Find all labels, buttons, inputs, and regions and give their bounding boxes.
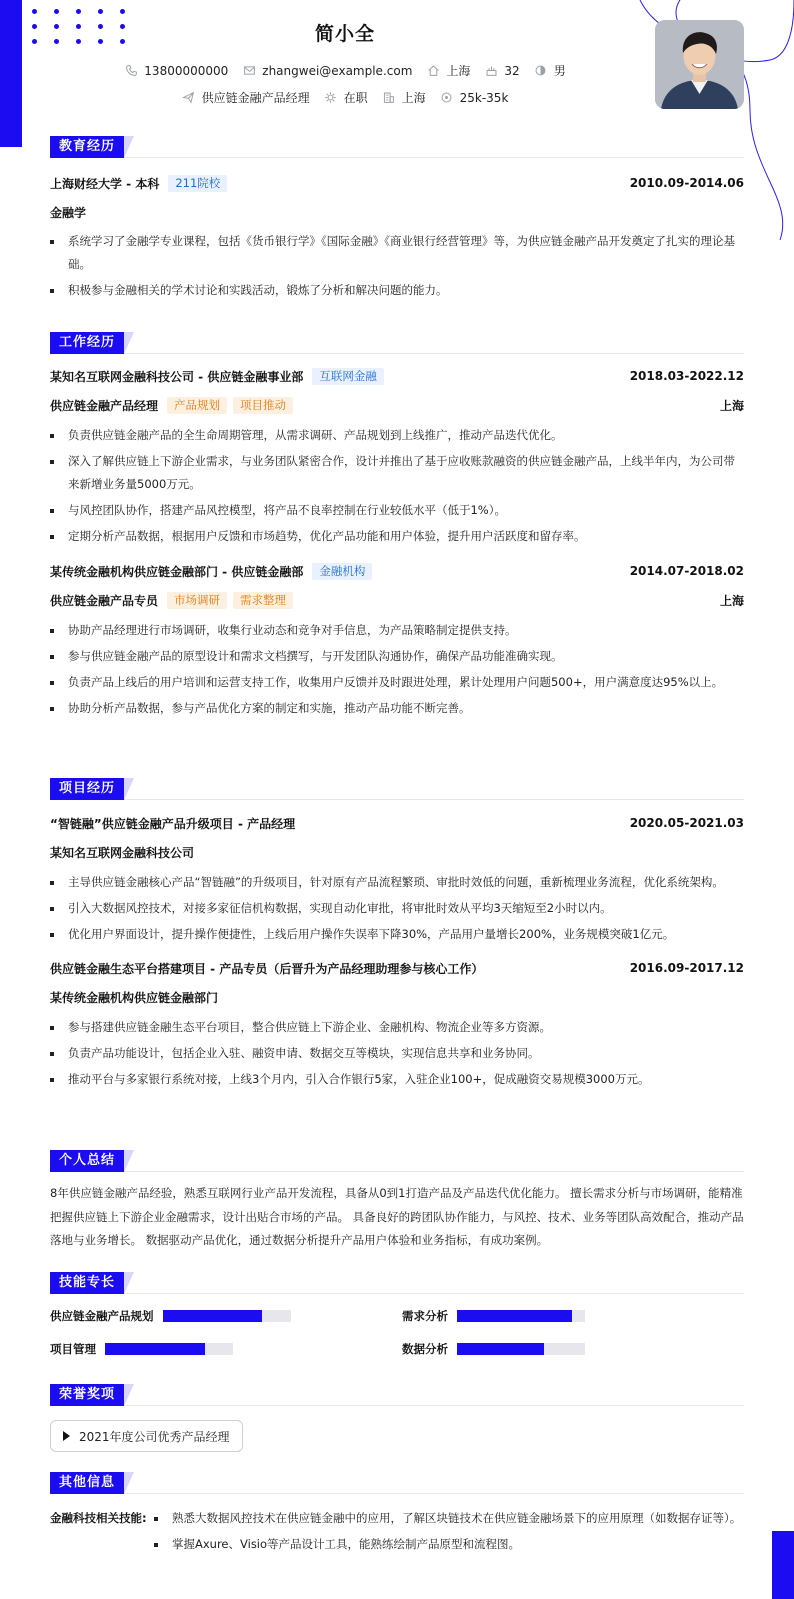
list-item: 负责供应链金融产品的全生命周期管理，从需求调研、产品规划到上线推广，推动产品迭代优化。	[50, 424, 744, 447]
company-name: 某传统金融机构供应链金融部门 - 供应链金融部	[50, 564, 304, 579]
project-org: 某传统金融机构供应链金融部门	[50, 990, 219, 1005]
city-item	[426, 62, 470, 79]
phone-item	[124, 64, 228, 78]
school-tag: 211院校	[168, 175, 227, 192]
project-entry-header	[50, 955, 744, 981]
send-icon	[182, 91, 196, 105]
salary-value: 25k-35k	[459, 90, 509, 105]
list-item: 主导供应链金融核心产品“智链融”的升级项目，针对原有产品流程繁琐、审批时效低的问题，重新梳理业务流程，优化系统架构。	[50, 871, 744, 894]
company-tag: 互联网金融	[312, 368, 384, 385]
skill-item	[402, 1306, 742, 1325]
other-bullets	[154, 1507, 742, 1556]
target-city-value: 上海	[401, 91, 426, 105]
list-item: 系统学习了金融学专业课程，包括《货币银行学》《国际金融》《商业银行经营管理》等，为供应链金融产品开发奠定了扎实的理论基础。	[50, 230, 744, 276]
work-section	[50, 332, 744, 720]
project-org: 某知名互联网金融科技公司	[50, 845, 195, 860]
role-tag: 产品规划	[167, 397, 227, 414]
skill-bar-fill	[105, 1343, 205, 1355]
work-entry-header	[50, 363, 744, 389]
gender-icon	[534, 64, 548, 78]
skill-item	[50, 1339, 402, 1358]
summary-header	[50, 1150, 744, 1172]
skill-bar	[457, 1310, 585, 1322]
city-value: 上海	[446, 64, 471, 78]
education-bullets	[50, 230, 744, 302]
other-info-block	[50, 1507, 744, 1556]
skill-bar	[105, 1343, 233, 1355]
role-tag: 市场调研	[167, 592, 227, 609]
status-item	[324, 89, 368, 106]
skill-label: 需求分析	[402, 1308, 448, 1323]
role-row	[50, 587, 744, 613]
list-item: 优化用户界面设计，提升操作便捷性，上线后用户操作失误率下降30%，产品用户量增长200%，业务规模突破1亿元。	[50, 923, 744, 946]
work-bullets	[50, 424, 744, 548]
candidate-name: 简小全	[314, 23, 375, 45]
decorative-right-bar	[772, 1531, 794, 1599]
list-item: 协助产品经理进行市场调研，收集行业动态和竞争对手信息，为产品策略制定提供支持。	[50, 619, 744, 642]
position-item	[182, 89, 310, 106]
list-item: 引入大数据风控技术，对接多家征信机构数据，实现自动化审批，将审批时效从平均3天缩短至2小时以内。	[50, 897, 744, 920]
list-item: 参与搭建供应链金融生态平台项目，整合供应链上下游企业、金融机构、物流企业等多方资源。	[50, 1016, 744, 1039]
phone-value: 13800000000	[144, 63, 229, 78]
projects-section	[50, 778, 744, 1091]
work-bullets	[50, 619, 744, 720]
summary-section	[50, 1150, 744, 1253]
salary-item	[440, 91, 509, 105]
project-entry-header	[50, 810, 744, 836]
education-title: 教育经历	[50, 136, 124, 158]
project-org-row	[50, 984, 744, 1010]
award-item	[50, 1420, 243, 1452]
education-date: 2010.09-2014.06	[629, 176, 744, 190]
age-icon	[484, 64, 498, 78]
education-section	[50, 136, 744, 302]
projects-header	[50, 778, 744, 800]
skill-bar	[457, 1343, 585, 1355]
skills-grid	[50, 1306, 744, 1358]
list-item: 负责产品上线后的用户培训和运营支持工作，收集用户反馈并及时跟进处理，累计处理用户问题500+，用户满意度达95%以上。	[50, 671, 744, 694]
skill-bar-fill	[163, 1310, 263, 1322]
work-date: 2018.03-2022.12	[629, 369, 744, 383]
other-header	[50, 1472, 744, 1494]
role-tag: 项目推动	[233, 397, 293, 414]
role-tag: 需求整理	[233, 592, 293, 609]
major-row	[50, 199, 744, 225]
skill-label: 项目管理	[50, 1341, 96, 1356]
skill-label: 供应链金融产品规划	[50, 1308, 154, 1323]
school-name: 上海财经大学 - 本科	[50, 176, 160, 191]
status-value: 在职	[343, 91, 368, 105]
list-item: 协助分析产品数据，参与产品优化方案的制定和实施，推动产品功能不断完善。	[50, 697, 744, 720]
phone-icon	[124, 64, 138, 78]
other-label: 金融科技相关技能:	[50, 1511, 147, 1525]
award-label: 2021年度公司优秀产品经理	[79, 1429, 230, 1444]
skill-item	[402, 1339, 742, 1358]
avatar-photo	[655, 20, 744, 109]
project-date: 2020.05-2021.03	[629, 816, 744, 830]
summary-text: 8年供应链金融产品经验，熟悉互联网行业产品开发流程，具备从0到1打造产品及产品迭代优化能力。 擅长需求分析与市场调研，能精准把握供应链上下游企业金融需求，设计出贴合市场的产品。 具备良好的跨团队协作能力，与风控、技术、业务等团队高效配合，推动产品落地与业务增长。 数据驱动产品优化，通过数据分析提升产品用户体验和业务指标，有成功案例。	[50, 1186, 744, 1247]
list-item: 定期分析产品数据，根据用户反馈和市场趋势，优化产品功能和用户体验，提升用户活跃度和留存率。	[50, 525, 744, 548]
company-tag: 金融机构	[312, 563, 372, 580]
education-entry-header	[50, 170, 744, 196]
project-bullets	[50, 1016, 744, 1091]
job-info-row	[0, 89, 690, 106]
building-icon	[382, 91, 396, 105]
other-title: 其他信息	[50, 1472, 124, 1494]
target-city-item	[382, 89, 426, 106]
project-date: 2016.09-2017.12	[629, 961, 744, 975]
email-value: zhangwei@example.com	[262, 63, 413, 78]
list-item: 熟悉大数据风控技术在供应链金融中的应用，了解区块链技术在供应链金融场景下的应用原理（如数据存证等）。	[154, 1507, 742, 1530]
gender-item	[534, 62, 566, 79]
home-icon	[426, 64, 440, 78]
work-entry-header	[50, 558, 744, 584]
mail-icon	[242, 64, 256, 78]
skill-label: 数据分析	[402, 1341, 448, 1356]
major-name: 金融学	[50, 205, 87, 220]
honors-section	[50, 1384, 744, 1452]
salary-icon	[440, 91, 454, 105]
list-item: 参与供应链金融产品的原型设计和需求文档撰写，与开发团队沟通协作，确保产品功能准确实现。	[50, 645, 744, 668]
gender-value: 男	[553, 64, 566, 78]
project-bullets	[50, 871, 744, 946]
project-org-row	[50, 839, 744, 865]
company-name: 某知名互联网金融科技公司 - 供应链金融事业部	[50, 369, 304, 384]
work-title: 工作经历	[50, 332, 124, 354]
role-name: 供应链金融产品专员	[50, 593, 159, 608]
email-item	[242, 64, 412, 78]
work-location: 上海	[719, 398, 744, 413]
skill-bar-fill	[457, 1343, 544, 1355]
work-date: 2014.07-2018.02	[629, 564, 744, 578]
play-icon	[63, 1431, 70, 1441]
honors-header	[50, 1384, 744, 1406]
age-value: 32	[504, 63, 520, 78]
education-header	[50, 136, 744, 158]
skill-bar	[163, 1310, 291, 1322]
skills-header	[50, 1272, 744, 1294]
contact-info-row	[0, 62, 690, 79]
other-section	[50, 1472, 744, 1556]
list-item: 掌握Axure、Visio等产品设计工具，能熟练绘制产品原型和流程图。	[154, 1533, 742, 1556]
honors-title: 荣誉奖项	[50, 1384, 124, 1406]
skill-bar-fill	[457, 1310, 572, 1322]
work-location: 上海	[719, 593, 744, 608]
list-item: 与风控团队协作，搭建产品风控模型，将产品不良率控制在行业较低水平（低于1%）。	[50, 499, 744, 522]
project-title: “智链融”供应链金融产品升级项目 - 产品经理	[50, 816, 296, 831]
role-row	[50, 392, 744, 418]
age-item	[484, 64, 519, 78]
skills-title: 技能专长	[50, 1272, 124, 1294]
projects-title: 项目经历	[50, 778, 124, 800]
skills-section	[50, 1272, 744, 1358]
list-item: 积极参与金融相关的学术讨论和实践活动，锻炼了分析和解决问题的能力。	[50, 279, 744, 302]
position-value: 供应链金融产品经理	[201, 91, 310, 105]
role-name: 供应链金融产品经理	[50, 398, 159, 413]
status-icon	[324, 91, 338, 105]
list-item: 推动平台与多家银行系统对接，上线3个月内，引入合作银行5家，入驻企业100+，促成融资交易规模3000万元。	[50, 1068, 744, 1091]
work-header	[50, 332, 744, 354]
project-title: 供应链金融生态平台搭建项目 - 产品专员（后晋升为产品经理助理参与核心工作）	[50, 961, 484, 976]
summary-title: 个人总结	[50, 1150, 124, 1172]
skill-item	[50, 1306, 402, 1325]
list-item: 负责产品功能设计，包括企业入驻、融资申请、数据交互等模块，实现信息共享和业务协同。	[50, 1042, 744, 1065]
list-item: 深入了解供应链上下游企业需求，与业务团队紧密合作，设计并推出了基于应收账款融资的供应链金融产品，上线半年内，为公司带来新增业务量5000万元。	[50, 450, 744, 496]
